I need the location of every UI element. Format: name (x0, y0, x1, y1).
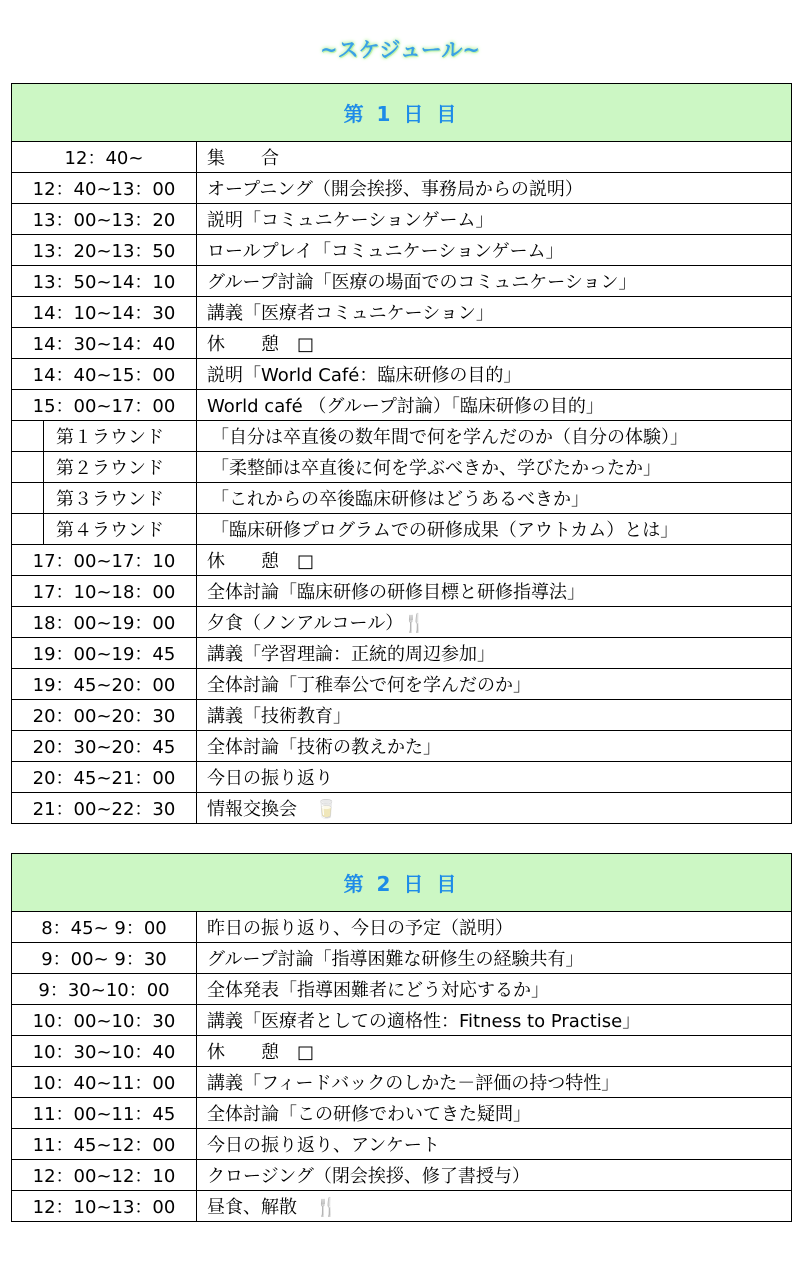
session-cell: 講義「医療者コミュニケーション」 (197, 297, 792, 328)
time-cell: 12：40~13：00 (12, 173, 197, 204)
round-row (12, 421, 792, 452)
schedule-row (12, 1005, 792, 1036)
schedule-row (12, 762, 792, 793)
session-cell: 講義「学習理論：正統的周辺参加」 (197, 638, 792, 669)
schedule-row (12, 545, 792, 576)
schedule-row (12, 266, 792, 297)
time-cell: 12：00~12：10 (12, 1160, 197, 1191)
session-cell: 全体討論「丁稚奉公で何を学んだのか」 (197, 669, 792, 700)
day2-schedule-body (12, 854, 792, 1222)
schedule-row (12, 700, 792, 731)
schedule-row (12, 669, 792, 700)
day1-schedule-table (11, 83, 792, 824)
round-label-cell: 第４ラウンド (44, 514, 197, 545)
time-cell: 9：30~10：00 (12, 974, 197, 1005)
schedule-row (12, 731, 792, 762)
session-cell: 今日の振り返り、アンケート (197, 1129, 792, 1160)
time-cell: 11：00~11：45 (12, 1098, 197, 1129)
session-cell: 昼食、解散 🍴 (197, 1191, 792, 1222)
session-cell: 講義「医療者としての適格性：Fitness to Practise」 (197, 1005, 792, 1036)
round-label-cell: 第２ラウンド (44, 452, 197, 483)
round-row (12, 452, 792, 483)
time-cell: 21：00~22：30 (12, 793, 197, 824)
schedule-row (12, 359, 792, 390)
schedule-row (12, 974, 792, 1005)
day1-header: 第 1 日 目 (12, 84, 792, 142)
time-cell: 12：40~ (12, 142, 197, 173)
schedule-row (12, 1129, 792, 1160)
time-cell: 8：45~ 9：00 (12, 912, 197, 943)
time-cell: 12：10~13：00 (12, 1191, 197, 1222)
schedule-row (12, 1098, 792, 1129)
round-topic-cell: 「自分は卒直後の数年間で何を学んだのか（自分の体験）」 (197, 421, 792, 452)
time-cell: 14：40~15：00 (12, 359, 197, 390)
round-row (12, 514, 792, 545)
time-cell: 13：00~13：20 (12, 204, 197, 235)
time-cell: 10：40~11：00 (12, 1067, 197, 1098)
time-cell: 17：10~18：00 (12, 576, 197, 607)
time-cell: 10：30~10：40 (12, 1036, 197, 1067)
session-cell: 全体討論「この研修でわいてきた疑問」 (197, 1098, 792, 1129)
schedule-row (12, 1191, 792, 1222)
round-topic-cell: 「これからの卒後臨床研修はどうあるべきか」 (197, 483, 792, 514)
schedule-row (12, 204, 792, 235)
session-cell: World café （グループ討論）「臨床研修の目的」 (197, 390, 792, 421)
time-cell: 14：10~14：30 (12, 297, 197, 328)
session-cell: 休 憩 □ (197, 1036, 792, 1067)
time-cell: 15：00~17：00 (12, 390, 197, 421)
schedule-row (12, 912, 792, 943)
session-cell: グループ討論「指導困難な研修生の経験共有」 (197, 943, 792, 974)
session-cell: 説明「コミュニケーションゲーム」 (197, 204, 792, 235)
day1-schedule-body (12, 84, 792, 824)
schedule-row (12, 793, 792, 824)
time-cell: 20：30~20：45 (12, 731, 197, 762)
round-topic-cell: 「柔整師は卒直後に何を学ぶべきか、学びたかったか」 (197, 452, 792, 483)
session-cell: 講義「技術教育」 (197, 700, 792, 731)
time-cell: 11：45~12：00 (12, 1129, 197, 1160)
schedule-row (12, 607, 792, 638)
session-cell: 情報交換会 🥛 (197, 793, 792, 824)
round-indent-cell (12, 452, 44, 483)
session-cell: 全体討論「臨床研修の研修目標と研修指導法」 (197, 576, 792, 607)
schedule-row (12, 390, 792, 421)
schedule-row (12, 235, 792, 266)
time-cell: 10：00~10：30 (12, 1005, 197, 1036)
schedule-row (12, 943, 792, 974)
time-cell: 19：00~19：45 (12, 638, 197, 669)
time-cell: 9：00~ 9：30 (12, 943, 197, 974)
session-cell: オープニング（開会挨拶、事務局からの説明） (197, 173, 792, 204)
session-cell: 昨日の振り返り、今日の予定（説明） (197, 912, 792, 943)
round-row (12, 483, 792, 514)
session-cell: 全体討論「技術の教えかた」 (197, 731, 792, 762)
day2-header-row (12, 854, 792, 912)
day1-header-row (12, 84, 792, 142)
page-title: ~スケジュール~ (320, 38, 480, 62)
round-label-cell: 第３ラウンド (44, 483, 197, 514)
round-indent-cell (12, 514, 44, 545)
schedule-row (12, 173, 792, 204)
session-cell: 休 憩 □ (197, 545, 792, 576)
round-topic-cell: 「臨床研修プログラムでの研修成果（アウトカム）とは」 (197, 514, 792, 545)
session-cell: 集 合 (197, 142, 792, 173)
session-cell: 休 憩 □ (197, 328, 792, 359)
schedule-row (12, 1036, 792, 1067)
schedule-row (12, 576, 792, 607)
session-cell: 講義「フィードバックのしかた－評価の持つ特性」 (197, 1067, 792, 1098)
session-cell: 夕食（ノンアルコール）🍴 (197, 607, 792, 638)
session-cell: 説明「World Café：臨床研修の目的」 (197, 359, 792, 390)
day2-schedule-table (11, 853, 792, 1222)
session-cell: グループ討論「医療の場面でのコミュニケーション」 (197, 266, 792, 297)
schedule-row (12, 142, 792, 173)
schedule-row (12, 1160, 792, 1191)
day2-header: 第 2 日 目 (12, 854, 792, 912)
time-cell: 14：30~14：40 (12, 328, 197, 359)
session-cell: ロールプレイ「コミュニケーションゲーム」 (197, 235, 792, 266)
time-cell: 19：45~20：00 (12, 669, 197, 700)
session-cell: 全体発表「指導困難者にどう対応するか」 (197, 974, 792, 1005)
time-cell: 20：45~21：00 (12, 762, 197, 793)
session-cell: クロージング（閉会挨拶、修了書授与） (197, 1160, 792, 1191)
time-cell: 13：20~13：50 (12, 235, 197, 266)
schedule-row (12, 1067, 792, 1098)
time-cell: 18：00~19：00 (12, 607, 197, 638)
round-indent-cell (12, 421, 44, 452)
schedule-row (12, 297, 792, 328)
schedule-row (12, 638, 792, 669)
schedule-row (12, 328, 792, 359)
round-label-cell: 第１ラウンド (44, 421, 197, 452)
time-cell: 20：00~20：30 (12, 700, 197, 731)
round-indent-cell (12, 483, 44, 514)
session-cell: 今日の振り返り (197, 762, 792, 793)
time-cell: 13：50~14：10 (12, 266, 197, 297)
time-cell: 17：00~17：10 (12, 545, 197, 576)
